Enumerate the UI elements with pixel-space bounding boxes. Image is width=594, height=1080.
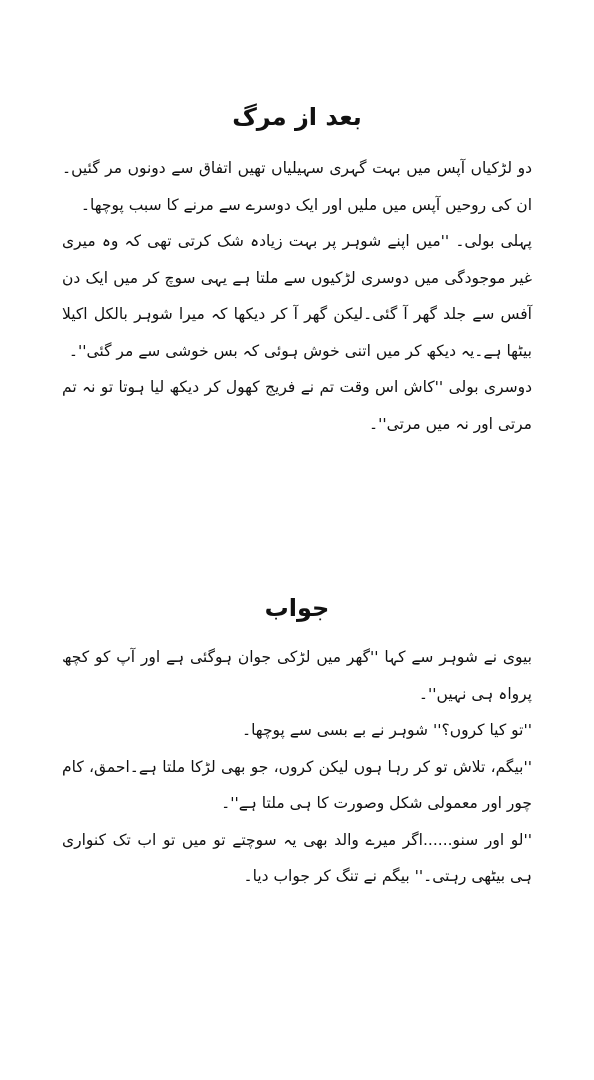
story-paragraph: دوسری بولی ''کاش اس وقت تم نے فریج کھول کر دیکھ لیا ہوتا تو نہ تم مرتی اور نہ میں مرتی''۔ (62, 378, 532, 433)
story-paragraph: بیوی نے شوہر سے کہا ''گھر میں لڑکی جوان ہوگئی ہے اور آپ کو کچھ پرواہ ہی نہیں''۔ (62, 648, 532, 703)
story-paragraph: ''تو کیا کروں؟'' شوہر نے بے بسی سے پوچھا۔ (242, 721, 532, 739)
story-title-answer: جواب (264, 594, 330, 622)
story-paragraph: دو لڑکیاں آپس میں بہت گہری سہیلیاں تھیں اتفاق سے دونوں مر گئیں۔ان کی روحیں آپس میں ملیں اور ایک دوسرے سے مرنے کا سبب پوچھا۔ (62, 159, 532, 214)
story-title-after-death: بعد از مرگ (232, 103, 362, 131)
story-paragraph: ''لو اور سنو......اگر میرے والد بھی یہ سوچتے تو میں تو اب تک کنواری ہی بیٹھی رہتی۔'' بیگم نے تنگ کر جواب دیا۔ (62, 830, 532, 885)
story-body-answer (62, 639, 532, 895)
story-body-after-death (62, 150, 532, 442)
story-paragraph: ''بیگم، تلاش تو کر رہا ہوں لیکن کروں، جو بھی لڑکا ملتا ہے۔احمق، کام چور اور معمولی شکل وصورت کا ہی ملتا ہے''۔ (62, 757, 532, 812)
story-paragraph: پہلی بولی۔ ''میں اپنے شوہر پر بہت زیادہ شک کرتی تھی کہ وہ میری غیر موجودگی میں دوسری لڑکیوں سے ملتا ہے یہی سوچ کر میں ایک دن آفس سے جلد گھر آ گئی۔لیکن گھر آ کر دیکھا کہ میرا شوہر بالکل اکیلا بیٹھا ہے۔یہ دیکھ کر میں اتنی خوش ہوئی کہ بس خوشی سے مر گئی''۔ (62, 232, 532, 360)
